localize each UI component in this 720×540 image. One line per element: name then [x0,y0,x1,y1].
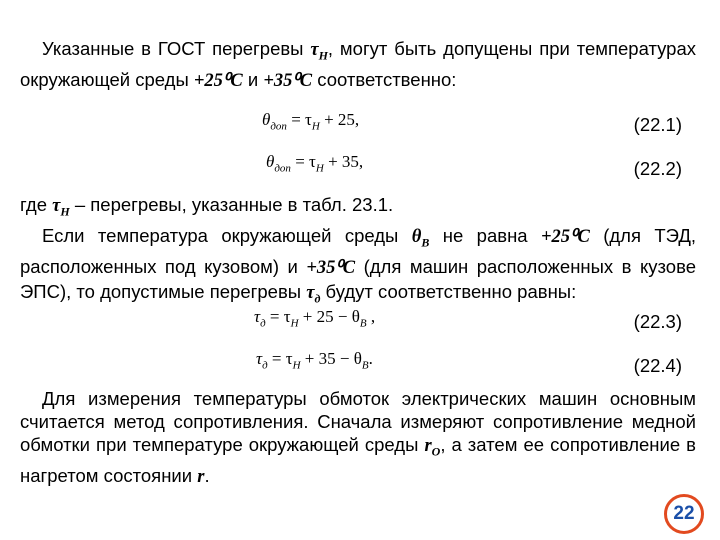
tau-symbol: $\tau_H$ [310,40,328,63]
tau-symbol: $\tau_H$ [52,196,70,219]
page-number-badge [664,494,704,534]
temperature-value: +25⁰С [540,227,590,247]
equation-number: (22.3) [633,311,682,332]
paragraph-where: где $\tau_H$ – перегревы, указанные в табл. 23.1. [20,194,394,219]
equation-number: (22.1) [633,114,682,135]
tau-d-symbol: $\tau_д$ [306,282,321,306]
temperature-value: +35⁰С [263,70,313,91]
r0-symbol: $r_O$ [424,436,441,459]
paragraph-gost-overheats [20,37,696,93]
equation-22-1: $\theta_{доп} = \tau_H + 25$, [262,110,360,133]
equation-number: (22.4) [633,355,682,376]
text: Указанные в ГОСТ перегревы [42,38,311,59]
page-number: 22 [673,503,695,524]
equation-22-3: $\tau_д = \tau_H + 25 - \theta_B$ , [254,307,376,330]
equation-22-4: $\tau_д = \tau_H + 35 - \theta_B$. [256,349,373,372]
temperature-value: +25⁰С [193,70,243,91]
equation-number: (22.2) [633,158,682,179]
theta-symbol: $\theta_B$ [411,227,430,250]
temperature-value: +35⁰С [306,257,356,278]
paragraph-resistance-method: Для измерения температуры обмоток электрических машин основным считается метод сопротивления. Сначала измеряют сопротивление медной обмотки при температуре окружающей среды $r_O$, а затем ее сопротивление в нагретом состоянии r. [20,388,696,487]
text: соответственно: [312,68,457,90]
text: и [242,68,264,90]
equation-22-2: $\theta_{доп} = \tau_H + 35$, [266,152,364,175]
paragraph-ambient-temperature: Если температура окружающей среды $\theta_B$ не равна +25⁰С (для ТЭД, расположенных под кузовом) и +35⁰С (для машин расположенных в кузове ЭПС), то допустимые перегревы $\tau_д$ будут соответственно равны: [20,225,697,306]
r-symbol: r [197,466,205,487]
text: , могут быть допущены при температурах окружающей среды [20,38,696,90]
